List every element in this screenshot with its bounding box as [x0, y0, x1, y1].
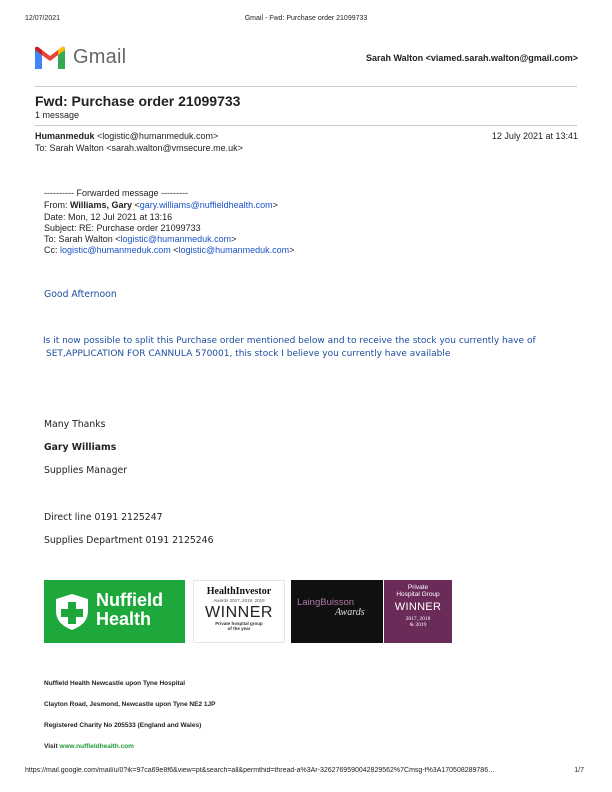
sender	[35, 131, 218, 141]
hospital-name: Nuffield Health Newcastle upon Tyne Hospital	[44, 680, 186, 687]
gmail-logo[interactable]	[35, 44, 126, 70]
nuffield-wordmark	[96, 591, 163, 629]
to-label: To: Sarah Walton <	[44, 234, 121, 244]
forwarded-separator: ---------- Forwarded message ---------	[44, 188, 188, 198]
nuffield-website-link[interactable]: www.nuffieldhealth.com	[59, 743, 134, 750]
from-name: Williams, Gary	[70, 200, 132, 210]
message-recipients: To: Sarah Walton <sarah.walton@vmsecure.me.uk>	[35, 143, 243, 153]
nuffield-word: Nuffield	[96, 590, 163, 610]
bracket: <	[134, 200, 140, 210]
body-line-2: SET,APPLICATION FOR CANNULA 570001, this stock I believe you currently have available	[46, 349, 451, 359]
award-title: HealthInvestor	[206, 586, 272, 597]
forwarded-to	[44, 234, 236, 244]
nuffield-health-logo	[44, 580, 185, 643]
award-category: of the year	[227, 626, 251, 631]
award-title: Hospital Group	[396, 591, 440, 598]
divider	[35, 86, 577, 87]
forwarded-subject: Subject: RE: Purchase order 21099733	[44, 223, 201, 233]
supplies-department: Supplies Department 0191 2125246	[44, 535, 214, 546]
body-line-1: Is it now possible to split this Purchase order mentioned below and to receive the stock you currently have of	[43, 336, 536, 346]
award-years: 2017, 2018	[405, 616, 431, 622]
print-url: https://mail.google.com/mail/u/0?ik=97ca69e8f6&view=pt&search=all&permthid=thread-a%3Ar-3262769590042829562%7Cmsg-f%3A170508289786…	[25, 767, 496, 774]
visit-line	[44, 743, 134, 750]
bracket: <	[173, 245, 179, 255]
bracket: >	[289, 245, 295, 255]
signer-name: Gary Williams	[44, 442, 117, 453]
award-subtitle: Awards	[335, 607, 365, 618]
visit-label: Visit	[44, 743, 58, 750]
divider	[35, 125, 577, 126]
sender-name: Humanmeduk	[35, 131, 95, 141]
greeting: Good Afternoon	[44, 289, 117, 300]
bracket: >	[272, 200, 278, 210]
healthinvestor-award	[193, 580, 285, 643]
award-category: Private hospital group	[215, 621, 263, 626]
forwarded-from	[44, 200, 278, 210]
print-title: Gmail - Fwd: Purchase order 21099733	[244, 15, 368, 22]
page-number: 1/7	[574, 767, 584, 774]
cc-label: Cc:	[44, 245, 58, 255]
from-label: From:	[44, 200, 68, 210]
award-years: & 2019	[409, 622, 427, 628]
charity-number: Registered Charity No 205533 (England and Wales)	[44, 722, 202, 729]
gmail-wordmark: Gmail	[73, 45, 127, 68]
bracket: >	[231, 234, 237, 244]
direct-line: Direct line 0191 2125247	[44, 512, 163, 523]
nuffield-shield-icon	[55, 593, 89, 631]
award-winner: WINNER	[394, 601, 442, 613]
message-date: 12 July 2021 at 13:41	[491, 131, 578, 141]
cc-email-link[interactable]: logistic@humanmeduk.com	[60, 245, 171, 255]
sign-off: Many Thanks	[44, 419, 106, 430]
hospital-address: Clayton Road, Jesmond, Newcastle upon Tyne NE2 1JP	[44, 701, 216, 708]
health-word: Health	[96, 609, 152, 629]
to-email-link[interactable]: logistic@humanmeduk.com	[120, 234, 232, 244]
message-count: 1 message	[35, 110, 80, 120]
sender-email: <logistic@humanmeduk.com>	[97, 131, 219, 141]
from-email-link[interactable]: gary.williams@nuffieldhealth.com	[139, 200, 273, 210]
account-name: Sarah Walton <viamed.sarah.walton@gmail.com>	[365, 53, 578, 63]
thread-subject: Fwd: Purchase order 21099733	[35, 93, 241, 109]
award-years: Awards 2017, 2018, 2019	[213, 598, 265, 603]
award-winner: WINNER	[205, 604, 273, 621]
cc-email-link[interactable]: logistic@humanmeduk.com	[178, 245, 290, 255]
award-title: Private	[407, 584, 429, 591]
signer-role: Supplies Manager	[44, 465, 128, 476]
print-date: 12/07/2021	[25, 15, 61, 22]
private-hospital-group-award	[384, 580, 452, 643]
forwarded-cc	[44, 245, 294, 255]
gmail-m-icon	[35, 46, 65, 69]
laingbuisson-award	[291, 580, 383, 643]
forwarded-date: Date: Mon, 12 Jul 2021 at 13:16	[44, 212, 173, 222]
award-title: LaingBuisson	[297, 597, 355, 608]
